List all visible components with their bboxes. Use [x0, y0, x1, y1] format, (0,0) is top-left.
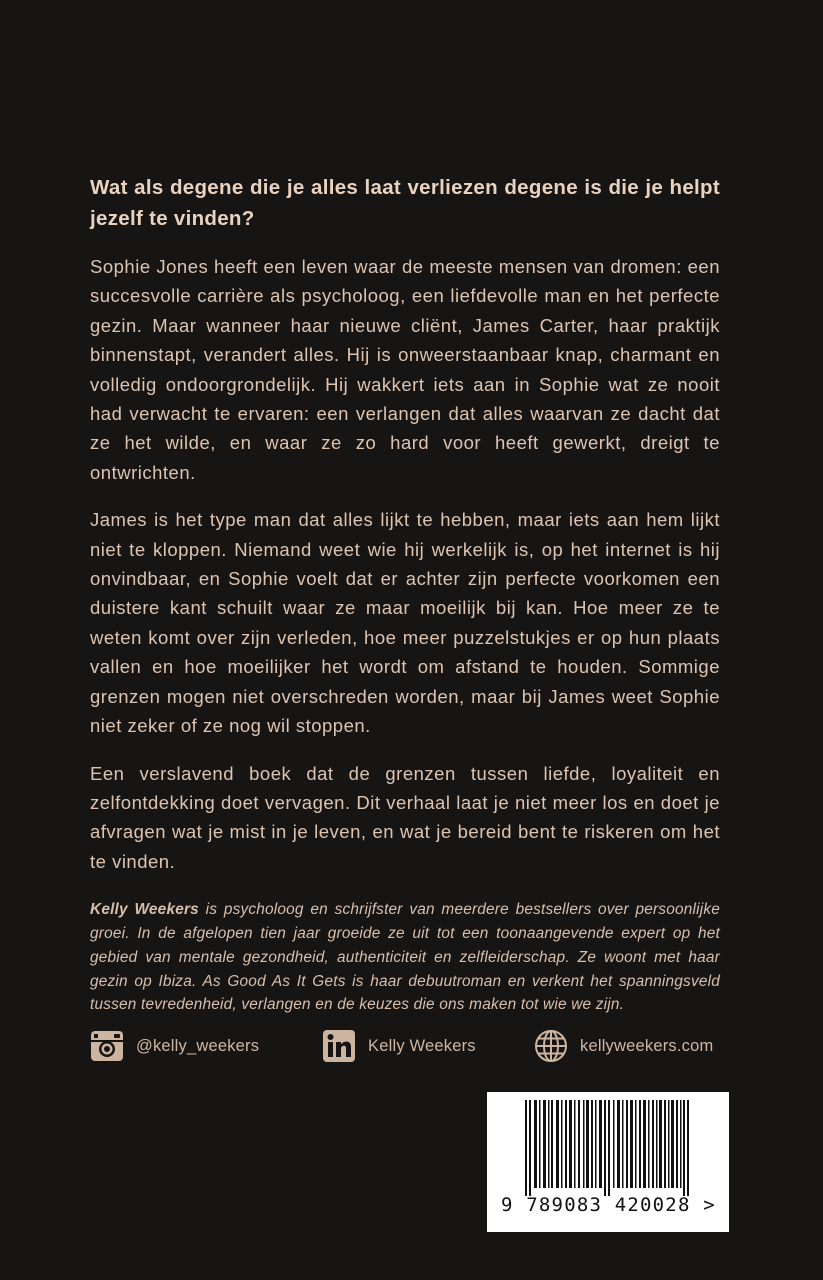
- author-name: Kelly Weekers: [90, 901, 199, 919]
- linkedin-icon: [322, 1029, 356, 1063]
- author-bio-text: is psycholoog en schrijfster van meerdere bestsellers over persoonlijke groei. In de afgelopen tien jaar groeide ze uit tot een toonaangevende expert op het gebied van mentale gezondheid, authenticiteit en zelfleiderschap. Ze woont met haar gezin op Ibiza. As Good As It Gets is haar debuutroman en verkent het spanningsveld tussen tevredenheid, verlangen en de keuzes die ons maken tot wie we zijn.: [90, 901, 720, 1014]
- instagram-icon: [90, 1029, 124, 1063]
- instagram-handle: @kelly_weekers: [136, 1036, 260, 1055]
- paragraph-2: James is het type man dat alles lijkt te hebben, maar iets aan hem lijkt niet te kloppen. Niemand weet wie hij werkelijk is, op het internet is hij onvindbaar, en Sophie voelt dat er achter zijn perfecte voorkomen een duistere kant schuilt waar ze maar moeilijk bij kan. Hoe meer ze te weten komt over zijn verleden, hoe meer puzzelstukjes er op hun plaats vallen en hoe moeilijker het wordt om afstand te houden. Sommige grenzen mogen niet overschreden worden, maar bij James weet Sophie niet zeker of ze nog wil stoppen.: [90, 509, 720, 737]
- isbn-digits: 9 789083 420028 >: [501, 1194, 716, 1216]
- website-url: kellyweekers.com: [580, 1036, 714, 1055]
- author-bio: [90, 898, 720, 1017]
- website-link[interactable]: [534, 1026, 713, 1066]
- isbn-barcode: [487, 1092, 729, 1232]
- globe-icon: [534, 1029, 568, 1063]
- linkedin-name: Kelly Weekers: [368, 1036, 476, 1055]
- paragraph-1: Sophie Jones heeft een leven waar de meeste mensen van dromen: een succesvolle carrière als psycholoog, een liefdevolle man en het perfecte gezin. Maar wanneer haar nieuwe cliënt, James Carter, haar praktijk binnenstapt, verandert alles. Hij is onweerstaanbaar knap, charmant en volledig ondoorgrondelijk. Hij wakkert iets aan in Sophie wat ze nooit had verwacht te ervaren: een verlangen dat alles waarvan ze dacht dat ze het wilde, en waar ze zo hard voor heeft gewerkt, dreigt te ontwrichten.: [90, 256, 720, 483]
- blurb-block: [90, 172, 720, 1017]
- linkedin-link[interactable]: [322, 1026, 476, 1066]
- headline: Wat als degene die je alles laat verliezen degene is die je helpt jezelf te vinden?: [90, 176, 720, 230]
- paragraph-3: Een verslavend boek dat de grenzen tussen liefde, loyaliteit en zelfontdekking doet vervagen. Dit verhaal laat je niet meer los en doet je afvragen wat je mist in je leven, en wat je bereid bent te riskeren om het te vinden.: [90, 762, 720, 872]
- instagram-link[interactable]: [90, 1026, 259, 1066]
- social-links: [90, 1026, 730, 1066]
